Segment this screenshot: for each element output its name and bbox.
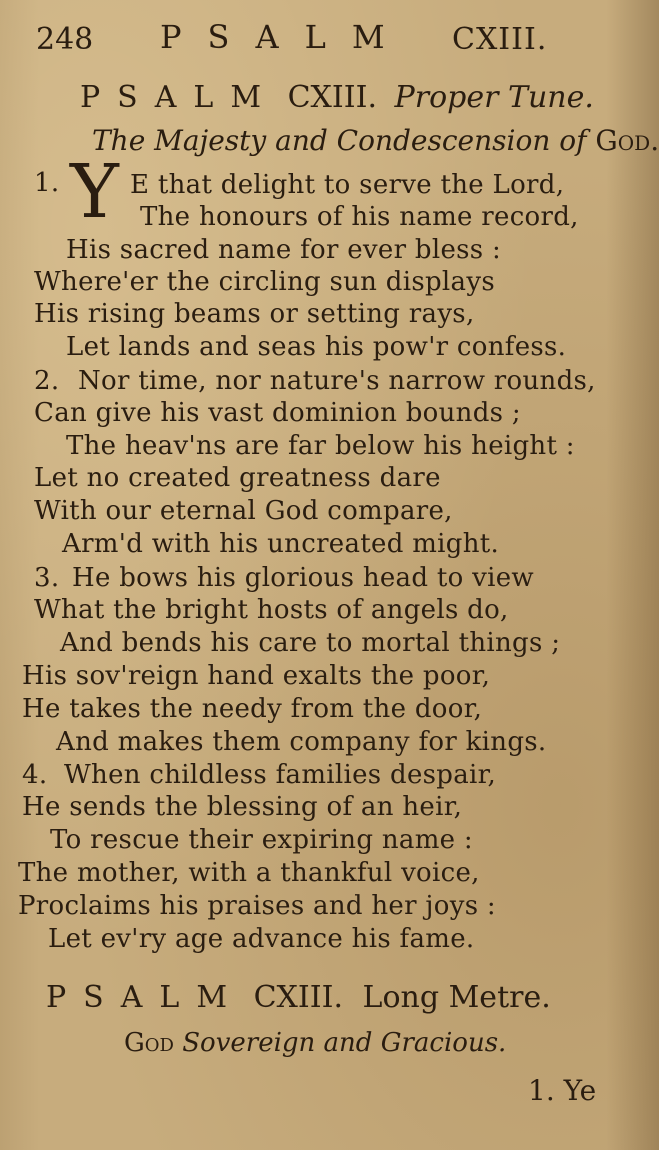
verse-line: His sacred name for ever bless : <box>66 235 502 265</box>
verse-number: 2. <box>34 366 60 396</box>
psalm-heading <box>80 80 594 115</box>
verse-line: What the bright hosts of angels do, <box>34 595 509 625</box>
verse-line: Proclaims his praises and her joys : <box>18 891 496 921</box>
psalm-subtitle <box>92 124 659 157</box>
verse-line: His sov'reign hand exalts the poor, <box>22 661 491 691</box>
verse-line: To rescue their expiring name : <box>50 825 473 855</box>
running-title: PSALM <box>160 18 411 56</box>
verse-number: 3. <box>34 563 60 593</box>
verse-number: 1. <box>34 168 60 198</box>
verse-line: Nor time, nor nature's narrow rounds, <box>78 366 596 396</box>
verse-line: He sends the blessing of an heir, <box>22 792 463 822</box>
psalm-heading-second <box>46 980 551 1015</box>
verse-line: When childless families despair, <box>64 760 497 790</box>
verse-line: Where'er the circling sun displays <box>34 267 495 297</box>
subtitle-god: God. <box>595 124 659 157</box>
catchword: 1. Ye <box>528 1074 597 1107</box>
verse-line: And makes them company for kings. <box>56 727 547 757</box>
verse-line: Let no created greatness dare <box>34 463 441 493</box>
verse-number: 4. <box>22 760 48 790</box>
verse-line: Can give his vast dominion bounds ; <box>34 398 521 428</box>
psalm-number: CXIII. <box>253 980 343 1015</box>
psalm-label: PSALM <box>80 80 279 115</box>
running-number: CXIII. <box>452 22 548 57</box>
verse-line: The honours of his name record, <box>140 202 579 232</box>
psalm-metre: Long Metre. <box>362 980 551 1015</box>
verse-line: E that delight to serve the Lord, <box>130 170 565 200</box>
subtitle-god: God <box>124 1028 174 1058</box>
page-number: 248 <box>36 22 94 57</box>
verse-line: Let lands and seas his pow'r confess. <box>66 332 567 362</box>
verse-line: Arm'd with his uncreated might. <box>62 529 500 559</box>
verse-line: The heav'ns are far below his height : <box>66 431 575 461</box>
verse-line: He bows his glorious head to view <box>72 563 534 593</box>
verse-line: His rising beams or setting rays, <box>34 299 475 329</box>
psalm-subtitle-second <box>124 1028 506 1058</box>
verse-line: With our eternal God compare, <box>34 496 453 526</box>
verse-line: Let ev'ry age advance his fame. <box>48 924 475 954</box>
subtitle-rest: Sovereign and Gracious. <box>182 1028 507 1058</box>
verse-line: The mother, with a thankful voice, <box>18 858 480 888</box>
verse-line: He takes the needy from the door, <box>22 694 483 724</box>
verse-line: And bends his care to mortal things ; <box>60 628 561 658</box>
psalm-number: CXIII. <box>287 80 377 115</box>
psalm-label: PSALM <box>46 980 245 1015</box>
psalm-tune: Proper Tune. <box>394 80 594 115</box>
drop-cap: Y <box>70 149 119 235</box>
subtitle-italic: The Majesty and Condescension of <box>92 124 587 157</box>
